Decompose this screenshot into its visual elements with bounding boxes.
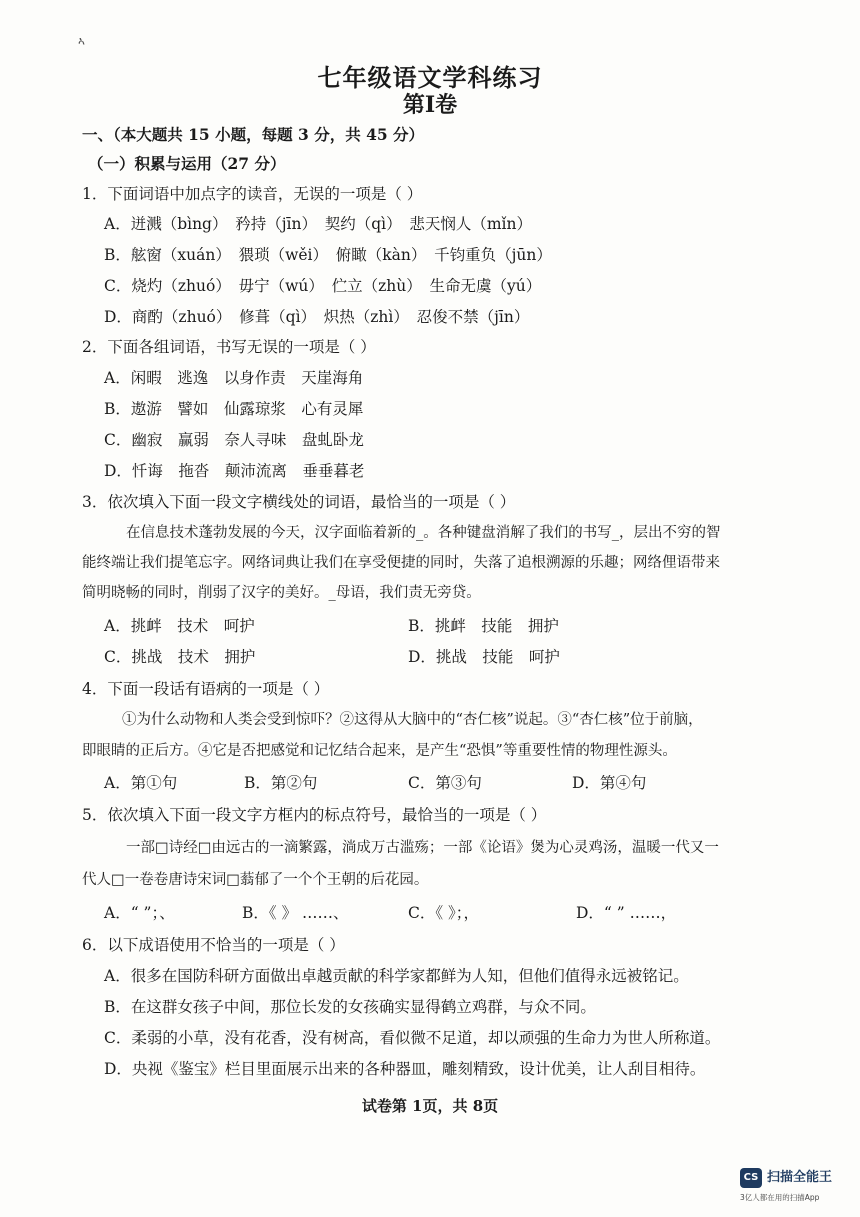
question-4-stem: 4．下面一段话有语病的一项是（ ） bbox=[82, 680, 330, 698]
question-2-option-c: C．幽寂 赢弱 奈人寻味 盘虬卧龙 bbox=[104, 431, 364, 449]
section-heading: 一、（本大题共 15 小题，每题 3 分，共 45 分） bbox=[82, 125, 425, 144]
question-3-stem: 3．依次填入下面一段文字横线处的词语，最恰当的一项是（ ） bbox=[82, 493, 516, 511]
question-3-option-b: B．挑衅 技能 拥护 bbox=[408, 617, 559, 635]
question-1-stem: 1．下面词语中加点字的读音，无误的一项是（ ） bbox=[82, 185, 423, 203]
page-footer: 试卷第 1页，共 8页 bbox=[361, 1097, 499, 1115]
watermark-slogan: 3亿人都在用的扫描App bbox=[740, 1193, 820, 1202]
question-6-stem: 6．以下成语使用不恰当的一项是（ ） bbox=[82, 936, 345, 954]
question-5-option-c: C．《 》；， bbox=[408, 904, 480, 922]
question-2-option-a: A．闲暇 逃逸 以身作责 天崖海角 bbox=[104, 369, 364, 387]
question-3-passage-line: 在信息技术蓬勃发展的今天，汉字面临着新的_。各种键盘消解了我们的书写_，层出不穷的智 bbox=[126, 525, 721, 541]
question-6-option-c: C．柔弱的小草，没有花香，没有树高，看似微不足道，却以顽强的生命力为世人所称道。 bbox=[104, 1029, 721, 1047]
question-3-option-c: C．挑战 技术 拥护 bbox=[104, 648, 256, 666]
question-2-option-d: D．忏诲 拖沓 颠沛流离 垂垂暮老 bbox=[104, 462, 365, 480]
watermark-app-name: 扫描全能王 bbox=[767, 1170, 833, 1185]
question-2-option-b: B．遨游 譬如 仙露琼浆 心有灵犀 bbox=[104, 400, 364, 418]
question-6-option-b: B．在这群女孩子中间，那位长发的女孩确实显得鹤立鸡群，与众不同。 bbox=[104, 998, 596, 1016]
corner-mark: ኣ bbox=[78, 34, 86, 48]
question-5-stem: 5．依次填入下面一段文字方框内的标点符号，最恰当的一项是（ ） bbox=[82, 806, 547, 824]
question-3-option-d: D．挑战 技能 呵护 bbox=[408, 648, 560, 666]
question-5-option-a: A．“ ”；、 bbox=[104, 904, 175, 922]
question-5-option-d: D．“ ” ……， bbox=[576, 904, 677, 922]
question-4-option-c: C．第③句 bbox=[408, 774, 482, 792]
question-4-passage-line: 即眼睛的正后方。④它是否把感觉和记忆结合起来，是产生“恐惧”等重要性情的物理性源头。 bbox=[82, 743, 677, 759]
question-1-option-a: A．迸溅（bìng） 矜持（jīn） 契约（qì） 悲天悯人（mǐn） bbox=[104, 215, 532, 233]
question-1-option-c: C．烧灼（zhuó） 毋宁（wú） 伫立（zhù） 生命无虞（yú） bbox=[104, 277, 542, 295]
question-4-option-b: B．第②句 bbox=[244, 774, 318, 792]
question-5-passage-line: 代人□一卷卷唐诗宋词□蓊郁了一个个王朝的后花园。 bbox=[82, 872, 429, 888]
question-1-option-d: D．商酌（zhuó） 修葺（qì） 炽热（zhì） 忍俊不禁（jīn） bbox=[104, 308, 530, 326]
page-title: 七年级语文学科练习 bbox=[317, 63, 543, 92]
question-4-option-d: D．第④句 bbox=[572, 774, 647, 792]
camscanner-logo-icon: CS bbox=[740, 1168, 762, 1188]
question-5-passage-line: 一部□诗经□由远古的一滴繁露，淌成万古滥殇；一部《论语》煲为心灵鸡汤，温暖一代又一 bbox=[126, 840, 719, 856]
question-6-option-a: A．很多在国防科研方面做出卓越贡献的科学家都鲜为人知，但他们值得永远被铭记。 bbox=[104, 967, 689, 985]
subsection-heading: （一）积累与运用（27 分） bbox=[88, 154, 286, 173]
question-2-stem: 2．下面各组词语，书写无误的一项是（ ） bbox=[82, 338, 376, 356]
question-6-option-d: D．央视《鉴宝》栏目里面展示出来的各种器皿，雕刻精致，设计优美，让人刮目相待。 bbox=[104, 1060, 706, 1078]
question-4-passage-line: ①为什么动物和人类会受到惊吓？②这得从大脑中的“杏仁核”说起。③“杏仁核”位于前脑， bbox=[122, 712, 703, 728]
question-4-option-a: A．第①句 bbox=[104, 774, 178, 792]
question-5-option-b: B．《 》 ……、 bbox=[242, 904, 349, 922]
question-3-passage-line: 能终端让我们提笔忘字。网络词典让我们在享受便捷的同时，失落了追根溯源的乐趣；网络俚语带来 bbox=[82, 555, 720, 571]
question-3-passage-line: 简明晓畅的同时，削弱了汉字的美好。_母语，我们责无旁贷。 bbox=[82, 585, 481, 601]
question-1-option-b: B．舷窗（xuán） 猥琐（wěi） 俯瞰（kàn） 千钧重负（jūn） bbox=[104, 246, 552, 264]
page-subtitle: 第Ⅰ卷 bbox=[402, 92, 458, 118]
question-3-option-a: A．挑衅 技术 呵护 bbox=[104, 617, 255, 635]
scanner-watermark bbox=[740, 1168, 850, 1208]
